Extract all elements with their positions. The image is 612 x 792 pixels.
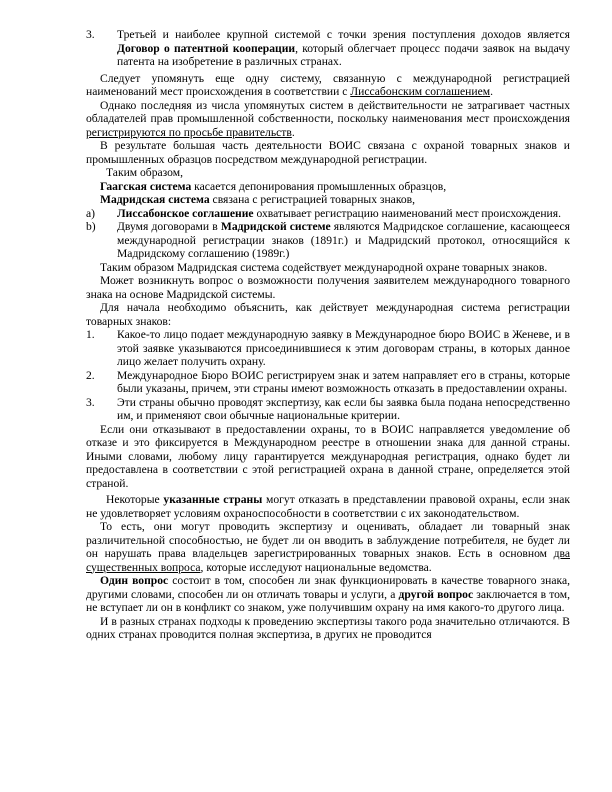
text: Третьей и наиболее крупной системой с точки зрения поступления доходов является [117,28,570,41]
text: могут отказать в представлении правовой охраны, если знак не удовлетворяет условиям охраноспособности в соответствии с их законодательством. [86,493,570,520]
text: охватывает регистрацию наименований мест происхождения. [253,206,561,220]
text: Эти страны обычно проводят экспертизу, как если бы заявка была подана непосредственно им, и применяют свои обычные национальные критерии. [117,395,570,422]
text: Какое-то лицо подает международную заявку в Международное бюро ВОИС в Женеве, и в этой заявке указываются присоединившиеся к этим договорам страны, в которых данное лицо желает получить охрану. [117,328,570,368]
paragraph [86,99,570,140]
bold-term: указанные страны [163,493,263,506]
bold-term: другой вопрос [398,587,474,601]
text: касается депонирования промышленных образцов, [191,179,447,193]
list-letter: b) [86,220,96,233]
bold-term: Гаагская система [100,179,192,193]
paragraph [86,520,570,574]
bold-term: Лиссабонское соглашение [117,206,254,220]
list-item-b [86,220,570,261]
bold-term: Мадридская система [100,193,210,206]
paragraph [86,193,570,207]
paragraph [86,180,570,194]
list-number: 3. [86,28,95,41]
text: состоит в том, способен ли знак функционировать в качестве товарного знака, другими словами, способен ли он отличать товары и услуги, а [86,574,570,601]
text: , которые исследуют национальные ведомства. [200,560,432,574]
text: То есть, они могут проводить экспертизу и оценивать, обладает ли товарный знак различительной способностью, не будет ли он вводить в заблуждение потребителя, не будет ли он нарушать права владельцев зарегистрированных товарных знаков. Есть в основном [86,520,570,560]
list-item-2 [86,369,570,396]
paragraph: Может возникнуть вопрос о возможности получения заявителем международного товарного знака на основе Мадридской системы. [86,274,570,301]
list-item-1 [86,328,570,369]
document-body [86,28,570,642]
list-item-a [86,207,570,221]
text: Однако последняя из числа упомянутых систем в действительности не затрагивает частных обладателей прав промышленной собственности, поскольку наименования мест происхождения [86,98,570,125]
list-number: 2. [86,368,95,382]
text: . [291,125,295,139]
paragraph: Для начала необходимо объяснить, как действует международная система регистрации товарных знаков: [86,301,570,328]
paragraph [86,574,570,615]
list-number: 1. [86,328,95,341]
list-item-3 [86,396,570,423]
paragraph: Если они отказывают в предоставлении охраны, то в ВОИС направляется уведомление об отказе и это фиксируется в Международном реестре в отношении знака для данной страны. Иными словами, любому лицу гарантируется международная регистрация, однако будет ли предоставлена в соответствии с этой регистрацией охрана в данной стране, определяется этой страной. [86,422,570,490]
text: Двумя договорами в [117,220,221,233]
paragraph [86,72,570,99]
text: связана с регистрацией товарных знаков, [209,193,416,206]
text: являются Мадридское соглашение, касающееся международной регистрации знаков (1891г.) и Мадридский протокол, относящийся к Мадридскому соглашению (1989г.) [117,220,570,260]
text: , который облегчает процесс подачи заявок на выдачу патента на изобретение в различных странах. [117,41,570,68]
bold-term: Мадридской системе [220,220,331,233]
paragraph: И в разных странах подходы к проведению экспертизы такого рода значительно отличаются. В одних странах проводится полная экспертиза, в других не проводится [86,614,570,641]
underlined-term: два существенных вопроса [86,547,570,574]
bold-term: Договор о патентной кооперации [117,41,296,55]
underlined-term: Лиссабонским соглашением [350,85,491,98]
text: заключается в том, не вступает ли он в конфликт со знаком, уже получившим охрану на имя какого-то другого лица. [86,587,570,614]
list-number: 3. [86,395,95,409]
list-item-3-pct [86,28,570,69]
bold-term: Один вопрос [100,574,169,587]
text: . [490,85,493,98]
text: Международное Бюро ВОИС регистрируем знак и затем направляет его в страны, которые были указаны, причем, эти страны имеют возможность отказать в предоставлении охраны. [117,368,570,395]
text: Некоторые [106,493,164,506]
text: Следует упомянуть еще одну систему, связанную с международной регистрацией наименований мест происхождения в соответствии с [86,71,570,98]
underlined-term: регистрируются по просьбе правительств [86,125,292,139]
paragraph: Таким образом Мадридская система содействует международной охране товарных знаков. [100,260,548,274]
paragraph: В результате большая часть деятельности ВОИС связана с охраной товарных знаков и промышленных образцов посредством международной регистрации. [86,139,570,166]
list-letter: a) [86,206,96,220]
paragraph: Таким образом, [106,166,183,179]
paragraph [86,493,570,520]
